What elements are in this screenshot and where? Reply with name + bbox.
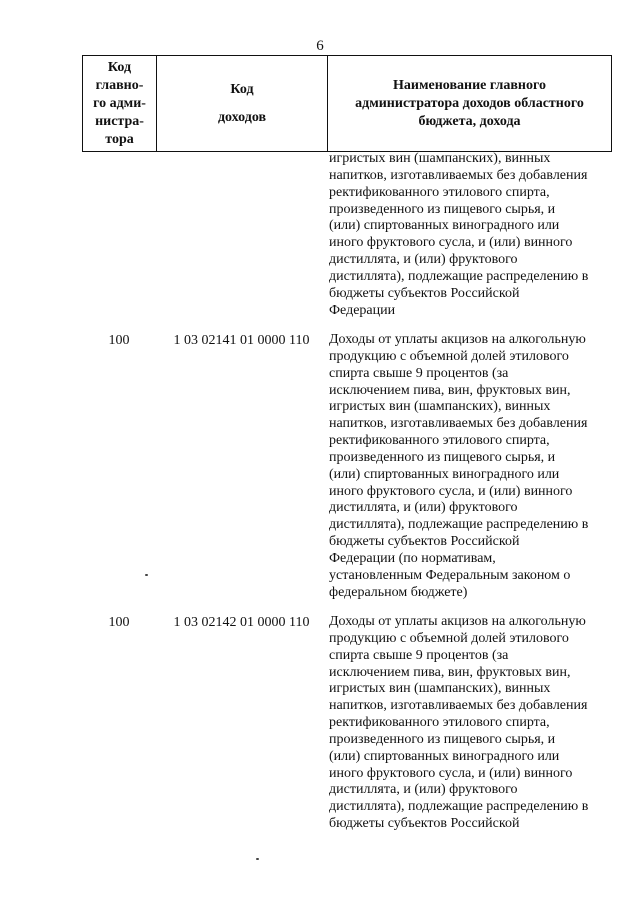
scan-mark xyxy=(145,574,148,576)
row-income-code: 1 03 02141 01 0000 110 xyxy=(173,333,310,348)
header-admin-code xyxy=(83,56,157,151)
header-income-code-label-2: доходов xyxy=(217,109,267,125)
header-name-label: Наименование главного администратора доходов областного бюджета, дохода xyxy=(355,77,584,129)
row-admin-code: 100 xyxy=(108,615,130,630)
table-header xyxy=(82,55,612,152)
row-description: игристых вин (шампанских), винных напитков, изготавливаемых без добавления ректификованного этилового спирта, произведенного из пищевого сырья, и (или) спиртованных виноградного или иного фруктового сусла, и (или) винного дистиллята, и (или) фруктового дистиллята), подлежащие распределению в бюджеты субъектов Российской Федерации xyxy=(329,151,589,318)
row-description: Доходы от уплаты акцизов на алкогольную продукцию с объемной долей этилового спирта свыше 9 процентов (за исключением пива, вин, фруктовых вин, игристых вин (шампанских), винных напитков, изготавливаемых без добавления ректификованного этилового спирта, произведенного из пищевого сырья, и (или) спиртованных виноградного или иного фруктового сусла, и (или) винного дистиллята, и (или) фруктового дистиллята), подлежащие распределению в бюджеты субъектов Российской xyxy=(329,614,589,832)
header-admin-code-label: Код главно- го адми- нистра- тора xyxy=(93,59,146,147)
page-number: 6 xyxy=(316,38,324,54)
header-income-code xyxy=(157,56,328,151)
header-income-code-label-1: Код xyxy=(230,81,254,97)
row-description: Доходы от уплаты акцизов на алкогольную продукцию с объемной долей этилового спирта свыше 9 процентов (за исключением пива, вин, фруктовых вин, игристых вин (шампанских), винных напитков, изготавливаемых без добавления ректификованного этилового спирта, произведенного из пищевого сырья, и (или) спиртованных виноградного или иного фруктового сусла, и (или) винного дистиллята, и (или) фруктового дистиллята), подлежащие распределению в бюджеты субъектов Российской Федерации (по нормативам, установленным Федеральным законом о федеральном бюджете) xyxy=(329,332,589,600)
row-income-code: 1 03 02142 01 0000 110 xyxy=(173,615,310,630)
header-name xyxy=(328,56,611,151)
scan-mark xyxy=(256,858,259,860)
row-admin-code: 100 xyxy=(108,333,130,348)
